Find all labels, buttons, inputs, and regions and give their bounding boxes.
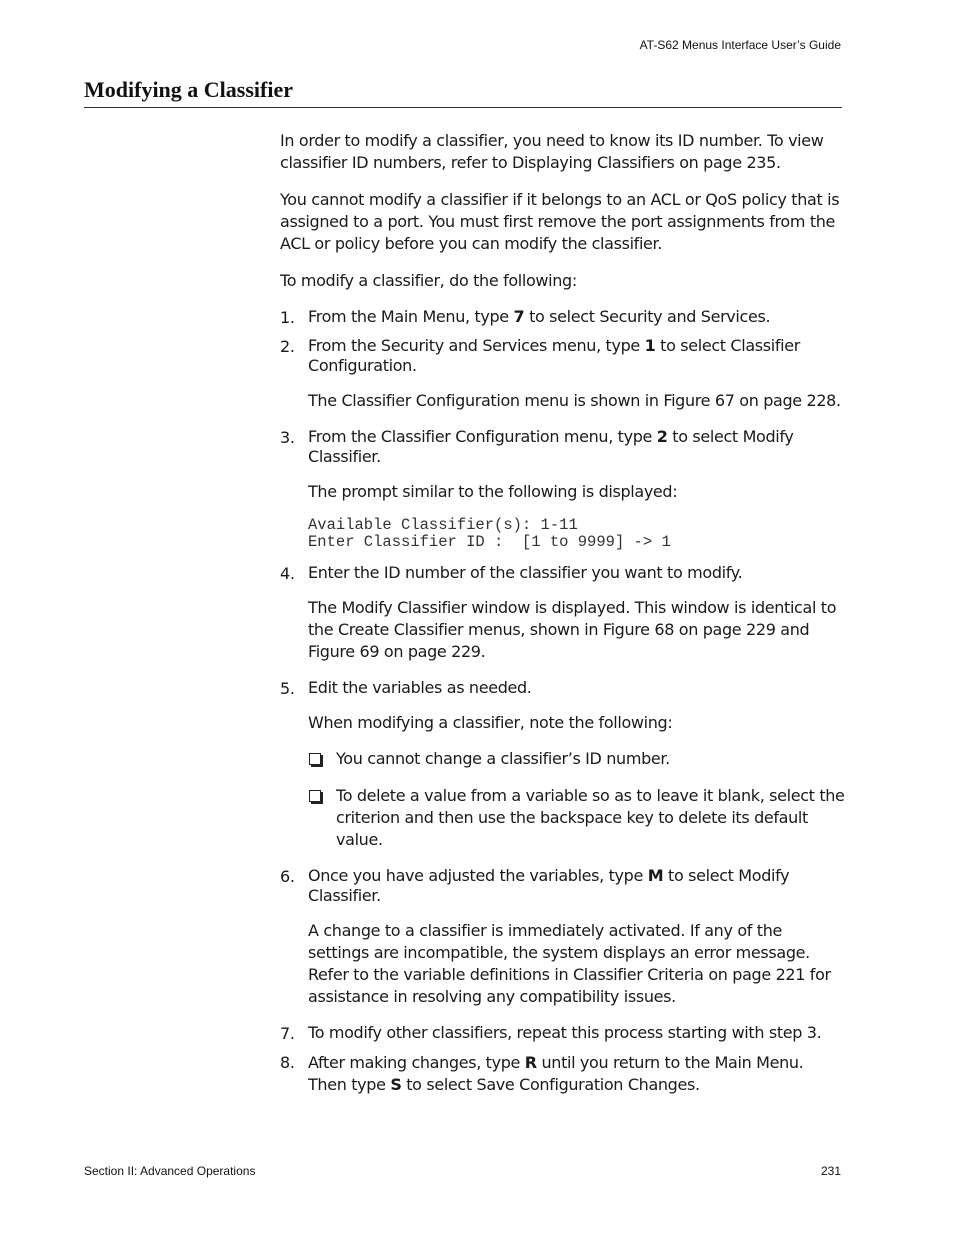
step-text: From the Classifier Configuration menu, type 2 to select Modify Classifier. [308, 427, 794, 466]
intro-paragraph: You cannot modify a classifier if it belongs to an ACL or QoS policy that is assigned to a port. You must first remove the port assignments from the ACL or policy before you can modify the classifier. [280, 190, 840, 253]
checkbox-bullet-icon [309, 753, 321, 765]
step-note: A change to a classifier is immediately activated. If any of the settings are incompatible, the system displays an error message. Refer to the variable definitions in Classifier Criteria on page 221 for assistance in resolving any compatibility issues. [308, 921, 831, 1006]
step-note: The Classifier Configuration menu is shown in Figure 67 on page 228. [308, 391, 841, 410]
step-note: The prompt similar to the following is displayed: [308, 482, 678, 501]
step-number: 7. [280, 1024, 295, 1043]
step-text: After making changes, type R until you return to the Main Menu. Then type S to select Save Configuration Changes. [308, 1053, 804, 1094]
step-number: 4. [280, 564, 295, 583]
step-note: The Modify Classifier window is displayed. This window is identical to the Create Classifier menus, shown in Figure 68 on page 229 and Figure 69 on page 229. [308, 598, 837, 661]
note-bullets [308, 748, 845, 851]
section-title: Modifying a Classifier [84, 77, 842, 108]
step-item [280, 678, 845, 851]
step-number: 5. [280, 679, 295, 698]
running-header: AT-S62 Menus Interface User’s Guide [639, 38, 841, 52]
step-text: To modify other classifiers, repeat this process starting with step 3. [308, 1023, 822, 1042]
step-item [280, 1023, 845, 1043]
step-item [280, 1052, 845, 1096]
body-content [280, 130, 845, 1096]
page-number: 231 [820, 1164, 841, 1178]
step-text: From the Security and Services menu, type 1 to select Classifier Configuration. [308, 336, 800, 375]
checkbox-bullet-icon [309, 790, 321, 802]
procedure-steps [280, 307, 845, 1096]
cli-line: Enter Classifier ID : [1 to 9999] -> 1 [308, 533, 671, 551]
step-item [280, 866, 845, 1008]
step-item [280, 427, 845, 551]
step-note: When modifying a classifier, note the following: [308, 713, 673, 732]
step-number: 2. [280, 337, 295, 356]
cli-prompt-block [308, 517, 845, 551]
footer-section: Section II: Advanced Operations [84, 1164, 256, 1178]
step-text: Once you have adjusted the variables, type M to select Modify Classifier. [308, 866, 790, 905]
bullet-item: You cannot change a classifier’s ID number. [308, 748, 845, 770]
key-label: S [390, 1075, 402, 1094]
intro-paragraph: To modify a classifier, do the following: [280, 271, 577, 290]
step-text: From the Main Menu, type 7 to select Security and Services. [308, 307, 771, 326]
step-number: 6. [280, 867, 295, 886]
step-text: Edit the variables as needed. [308, 678, 532, 697]
step-item [280, 336, 845, 412]
step-number: 3. [280, 428, 295, 447]
key-label: 2 [656, 427, 668, 446]
step-number: 1. [280, 308, 295, 327]
key-label: 7 [513, 307, 525, 326]
bullet-item: To delete a value from a variable so as to leave it blank, select the criterion and then use the backspace key to delete its default value. [308, 785, 845, 851]
step-item [280, 563, 845, 663]
step-item [280, 307, 845, 327]
cli-line: Available Classifier(s): 1-11 [308, 516, 578, 534]
step-number: 8. [280, 1053, 295, 1072]
key-label: 1 [644, 336, 656, 355]
intro-paragraph: In order to modify a classifier, you need to know its ID number. To view classifier ID numbers, refer to Displaying Classifiers on page 235. [280, 131, 824, 172]
key-label: M [647, 866, 664, 885]
key-label: R [524, 1053, 537, 1072]
step-text: Enter the ID number of the classifier you want to modify. [308, 563, 743, 582]
